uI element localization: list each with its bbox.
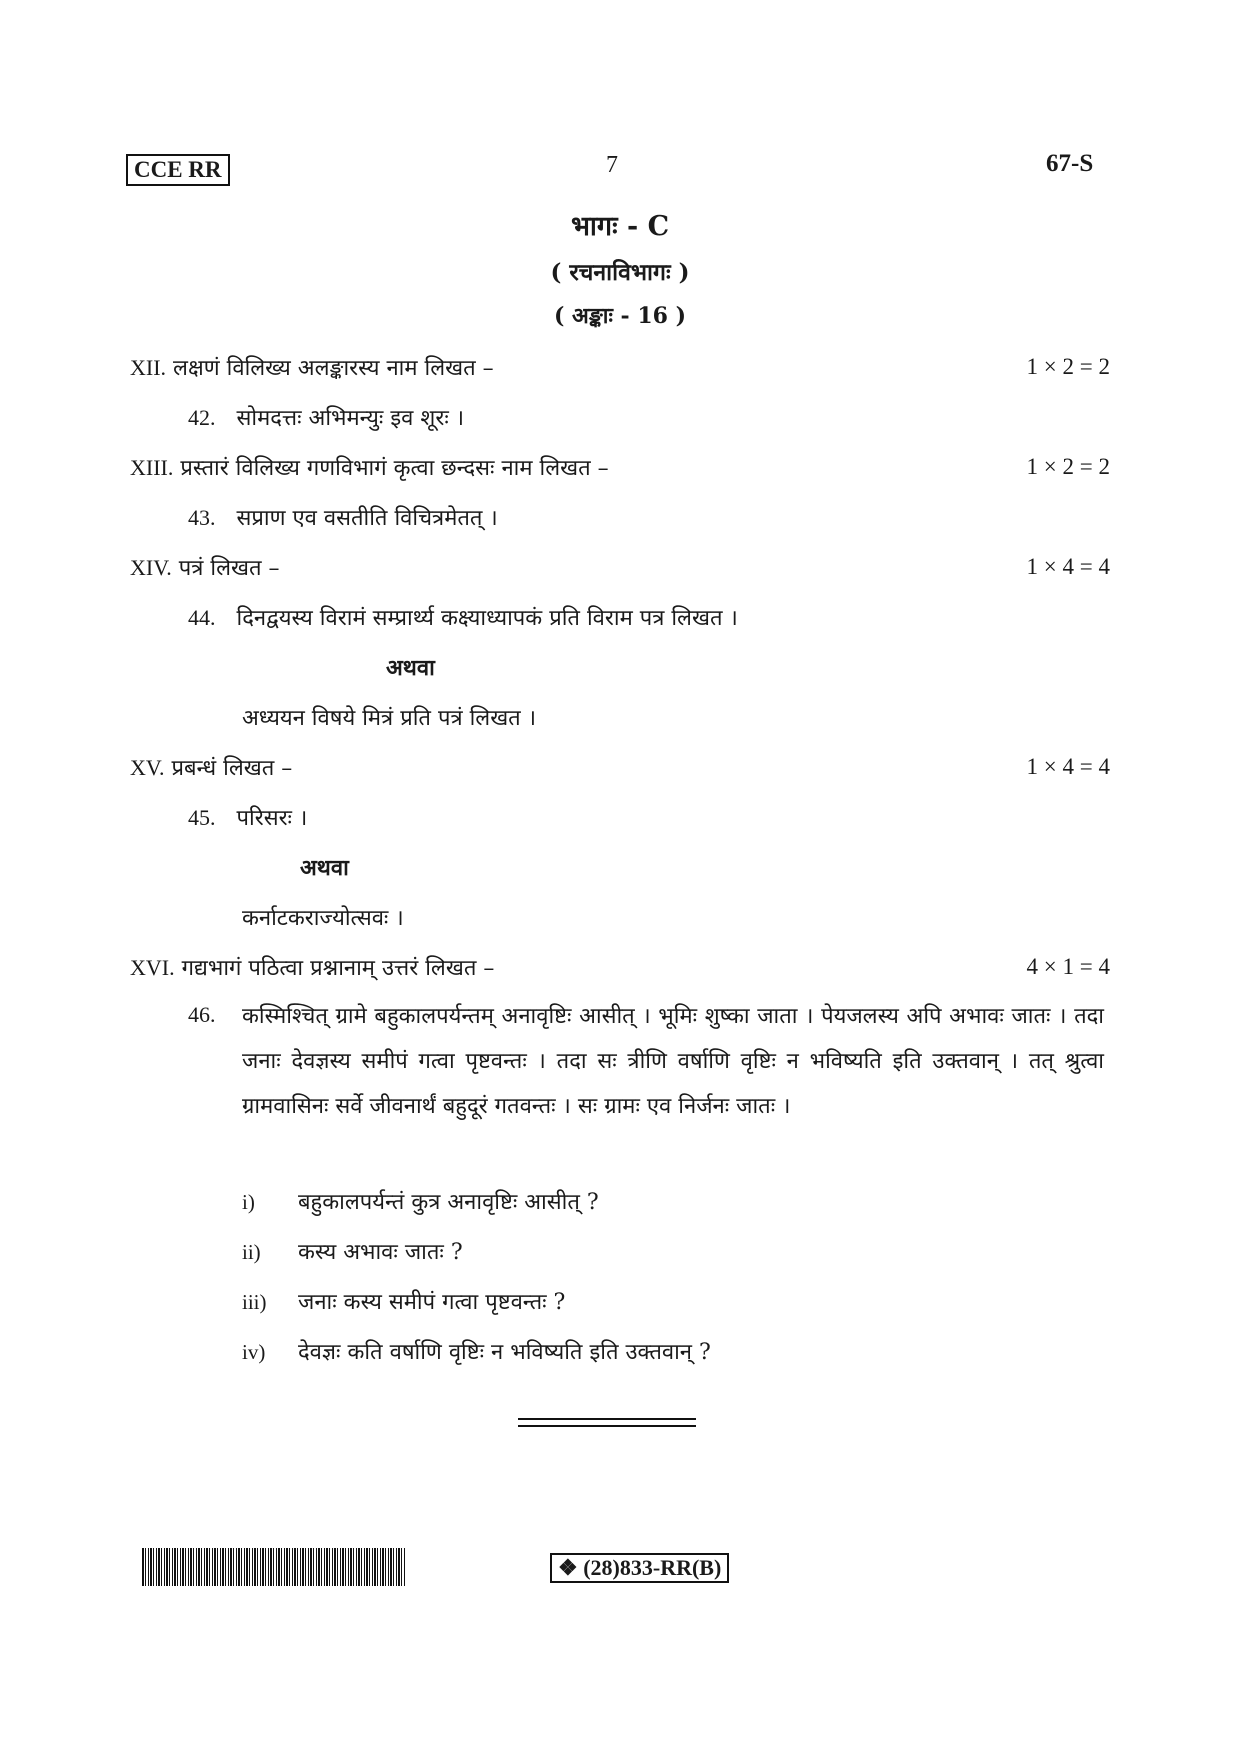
subquestion-text: देवज्ञः कति वर्षाणि वृष्टिः न भविष्यति इति उक्तवान् ? [298, 1340, 711, 1365]
question-marks: 1 × 4 = 4 [1026, 554, 1110, 579]
question-number: 44. [188, 605, 216, 630]
section-title: भागः - C [570, 211, 670, 242]
question-number: 43. [188, 505, 216, 530]
question-number: XII. [130, 355, 167, 380]
question-number: XIII. [130, 455, 174, 480]
question-number: XVI. [130, 955, 175, 980]
question-item [188, 802, 307, 832]
question-heading [130, 452, 609, 482]
question-number: 42. [188, 405, 216, 430]
question-marks: 4 × 1 = 4 [1026, 954, 1110, 979]
question-text: परिसरः । [236, 806, 308, 831]
or-label: अथवा [300, 855, 349, 881]
end-rule-bottom [518, 1425, 696, 1427]
subquestion [242, 1336, 711, 1366]
subquestion [242, 1186, 599, 1216]
end-rule-top [518, 1418, 696, 1420]
question-item [188, 402, 464, 432]
question-item [188, 602, 738, 632]
subquestion-label: i) [242, 1190, 255, 1214]
question-text: सोमदत्तः अभिमन्युः इव शूरः । [236, 406, 465, 431]
paper-code: 67-S [1046, 150, 1094, 177]
question-marks: 1 × 2 = 2 [1026, 354, 1110, 379]
subquestion-label: ii) [242, 1240, 261, 1264]
section-subtitle: ( रचनाविभागः ) [550, 259, 690, 286]
subquestion [242, 1286, 565, 1316]
barcode [142, 1548, 406, 1586]
question-text: सप्राण एव वसतीति विचित्रमेतत् । [236, 506, 498, 531]
header-box-label: CCE RR [126, 154, 230, 186]
question-number: XIV. [130, 555, 172, 580]
question-heading [130, 752, 292, 782]
question-text: दिनद्वयस्य विरामं सम्प्रार्थ्य कक्ष्याध्यापकं प्रति विराम पत्र लिखत । [236, 606, 738, 631]
or-label: अथवा [386, 655, 435, 681]
footer-code: ❖ (28)833-RR(B) [550, 1553, 729, 1583]
subquestion-text: जनाः कस्य समीपं गत्वा पृष्टवन्तः ? [298, 1290, 566, 1315]
question-text: प्रस्तारं विलिख्य गणविभागं कृत्वा छन्दसः नाम लिखत – [180, 456, 609, 481]
question-marks: 1 × 4 = 4 [1026, 754, 1110, 779]
reading-passage: कस्मिश्चित् ग्रामे बहुकालपर्यन्तम् अनावृष्टिः आसीत् । भूमिः शुष्का जाता । पेयजलस्य अपि अभावः जातः । तदा जनाः देवज्ञस्य समीपं गत्वा पृष्टवन्तः । तदा सः त्रीणि वर्षाणि वृष्टिः न भविष्यति इति उक्तवान् । तत् श्रुत्वा ग्रामवासिनः सर्वे जीवनार्थं बहुदूरं गतवन्तः । सः ग्रामः एव निर्जनः जातः । [242, 1004, 1104, 1119]
alternate-question-text: अध्ययन विषये मित्रं प्रति पत्रं लिखत । [242, 706, 537, 731]
question-number: XV. [130, 755, 165, 780]
subquestion [242, 1236, 463, 1266]
question-heading [130, 552, 280, 582]
subquestion-text: कस्य अभावः जातः ? [298, 1240, 463, 1265]
question-text: प्रबन्धं लिखत – [171, 756, 293, 781]
question-number [188, 1002, 216, 1028]
passage-number: 46. [188, 1002, 216, 1027]
question-marks: 1 × 2 = 2 [1026, 454, 1110, 479]
question-text: पत्रं लिखत – [178, 556, 280, 581]
question-heading [130, 952, 494, 982]
question-number: 45. [188, 805, 216, 830]
subquestion-text: बहुकालपर्यन्तं कुत्र अनावृष्टिः आसीत् ? [298, 1190, 599, 1215]
question-text: लक्षणं विलिख्य अलङ्कारस्य नाम लिखत – [173, 356, 494, 381]
page-number: 7 [606, 152, 618, 178]
question-text: गद्यभागं पठित्वा प्रश्नानाम् उत्तरं लिखत – [181, 956, 495, 981]
question-item [188, 502, 498, 532]
question-heading [130, 352, 494, 382]
section-marks: ( अङ्काः - 16 ) [553, 303, 687, 329]
subquestion-label: iii) [242, 1290, 267, 1314]
alternate-question-text: कर्नाटकराज्योत्सवः । [242, 906, 404, 931]
subquestion-label: iv) [242, 1340, 266, 1364]
